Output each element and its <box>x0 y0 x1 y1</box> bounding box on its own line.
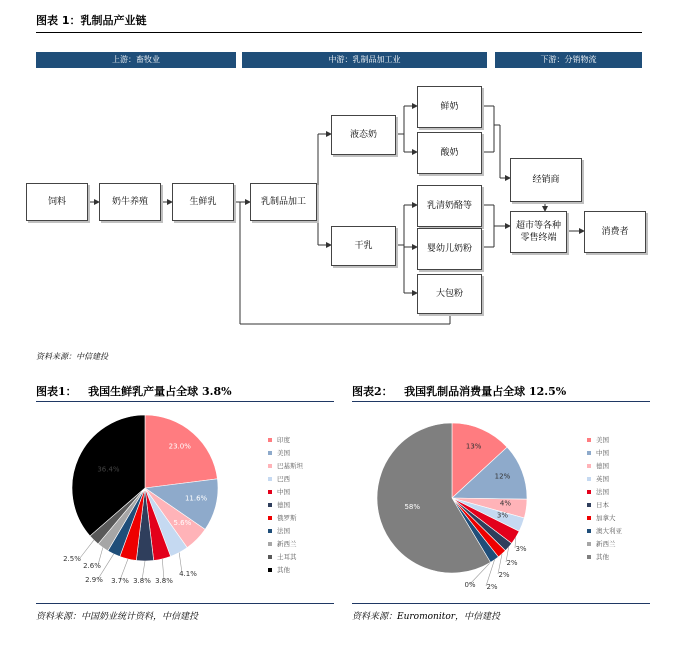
pie2-legend-item <box>587 498 622 511</box>
pie1-slice-0 <box>145 415 217 488</box>
figure3-top-rule <box>352 401 650 402</box>
pie1-label-10: 36.4% <box>97 465 120 474</box>
pie1-legend-label: 巴基斯坦 <box>277 462 303 470</box>
pie1-legend-label: 新西兰 <box>277 540 297 548</box>
pie2-legend-label: 美国 <box>596 436 609 444</box>
node-retail-line1: 超市等各种 <box>515 221 561 231</box>
pie1-label-8: 2.6% <box>83 562 101 570</box>
pie1-legend-swatch <box>268 516 272 520</box>
pie2-legend-item <box>587 524 622 537</box>
node-dry-milk: 干乳 <box>331 226 396 266</box>
node-yogurt: 酸奶 <box>417 132 482 174</box>
pie1-label-4: 3.8% <box>155 577 173 585</box>
pie1-legend-label: 法国 <box>277 527 290 535</box>
pie2-legend-swatch <box>587 503 591 507</box>
pie2-legend-label: 新西兰 <box>596 540 616 548</box>
figure1-title: 图表 1：乳制品产业链 <box>36 14 147 27</box>
pie1-legend-swatch <box>268 529 272 533</box>
pie1-legend-item <box>268 498 303 511</box>
pie1-legend-label: 印度 <box>277 436 290 444</box>
pie1-legend-item <box>268 524 303 537</box>
pie2-legend-label: 澳大利亚 <box>596 527 622 535</box>
pie2-label-9: 58% <box>404 502 421 511</box>
pie1-legend-swatch <box>268 490 272 494</box>
figure2-title-text: 我国生鲜乳产量占全球 3.8% <box>88 385 232 398</box>
pie1-legend-label: 土耳其 <box>277 553 297 561</box>
pie2-legend-item <box>587 433 622 446</box>
pie1-legend-item <box>268 433 303 446</box>
node-dairy-processing: 乳制品加工 <box>250 183 317 221</box>
figure2-title-label: 图表1： <box>36 385 77 398</box>
pie1-legend-label: 其他 <box>277 566 290 574</box>
pie1-legend-label: 中国 <box>277 488 290 496</box>
pie1-legend-item <box>268 459 303 472</box>
pie1-legend-swatch <box>268 542 272 546</box>
pie2-legend-swatch <box>587 438 591 442</box>
pie1-legend-swatch <box>268 451 272 455</box>
pie2-legend <box>587 433 622 563</box>
node-raw-milk: 生鲜乳 <box>172 183 234 221</box>
pie2-label-3: 3% <box>496 511 508 520</box>
pie2-label-2: 4% <box>499 499 512 508</box>
pie2-legend-label: 德国 <box>596 462 609 470</box>
pie2-legend-swatch <box>587 477 591 481</box>
pie2-legend-swatch <box>587 542 591 546</box>
pie2-legend-swatch <box>587 529 591 533</box>
pie2-legend-item <box>587 472 622 485</box>
pie1-legend-item <box>268 537 303 550</box>
pie1-label-5: 3.8% <box>133 577 151 585</box>
node-whey-cheese: 乳清奶酪等 <box>417 185 482 227</box>
pie2-label-8: 0% <box>464 581 476 589</box>
figure2-bottom-rule <box>36 603 334 604</box>
pie1-legend <box>268 433 303 576</box>
pie1-label-7: 2.9% <box>85 576 103 584</box>
pie2-legend-label: 中国 <box>596 449 609 457</box>
pie1-label-2: 5.6% <box>173 518 192 527</box>
node-fresh-milk: 鲜奶 <box>417 86 482 128</box>
pie2-legend-item <box>587 537 622 550</box>
pie2-label-7: 2% <box>486 583 498 591</box>
pie1-label-6: 3.7% <box>111 577 129 585</box>
pie1-legend-swatch <box>268 503 272 507</box>
node-retail-line2: 零售终端 <box>520 233 557 243</box>
pie2-legend-label: 其他 <box>596 553 609 561</box>
pie2-legend-swatch <box>587 490 591 494</box>
pie1-legend-label: 德国 <box>277 501 290 509</box>
pie1-legend-swatch <box>268 438 272 442</box>
pie2-legend-label: 法国 <box>596 488 609 496</box>
pie1-legend-swatch <box>268 477 272 481</box>
stage-upstream: 上游：畜牧业 <box>36 52 236 68</box>
pie1-legend-item <box>268 472 303 485</box>
pie1-label-9: 2.5% <box>63 555 81 563</box>
pie1-legend-label: 巴西 <box>277 475 290 483</box>
pie2-label-0: 13% <box>465 442 482 451</box>
pie2-legend-item <box>587 550 622 563</box>
pie2-legend-item <box>587 511 622 524</box>
pie2-legend-item <box>587 446 622 459</box>
pie1-label-3: 4.1% <box>179 570 197 578</box>
pie2-legend-item <box>587 459 622 472</box>
pie1-legend-item <box>268 485 303 498</box>
node-liquid-milk: 液态奶 <box>331 115 396 155</box>
milk-production-pie <box>36 405 276 600</box>
pie2-legend-swatch <box>587 464 591 468</box>
pie1-legend-label: 美国 <box>277 449 290 457</box>
pie1-legend-label: 俄罗斯 <box>277 514 297 522</box>
figure1-source: 资料来源：中信建投 <box>36 352 108 361</box>
node-bulk-powder: 大包粉 <box>417 274 482 314</box>
pie2-legend-label: 加拿大 <box>596 514 616 522</box>
node-feed: 饲料 <box>26 183 88 221</box>
figure2-top-rule <box>36 401 334 402</box>
pie1-legend-swatch <box>268 568 272 572</box>
pie1-legend-item <box>268 511 303 524</box>
node-dairy-farming: 奶牛养殖 <box>99 183 161 221</box>
figure3-title-label: 图表2： <box>352 385 393 398</box>
pie1-legend-item <box>268 563 303 576</box>
pie1-legend-swatch <box>268 555 272 559</box>
stage-midstream: 中游：乳制品加工业 <box>242 52 487 68</box>
pie2-label-5: 2% <box>506 559 518 567</box>
pie2-legend-item <box>587 485 622 498</box>
figure2-title <box>36 383 232 399</box>
figure3-title <box>352 383 566 399</box>
figure3-title-text: 我国乳制品消费量占全球 12.5% <box>404 385 567 398</box>
pie2-legend-swatch <box>587 451 591 455</box>
pie2-legend-label: 日本 <box>596 501 609 509</box>
pie2-label-4: 3% <box>515 545 527 553</box>
pie2-label-6: 2% <box>498 571 510 579</box>
pie2-legend-swatch <box>587 516 591 520</box>
pie1-legend-item <box>268 446 303 459</box>
node-consumer: 消费者 <box>584 211 646 253</box>
figure3-source: 资料来源：Euromonitor，中信建投 <box>352 612 501 622</box>
node-infant-formula: 婴幼儿奶粉 <box>417 228 482 270</box>
pie1-label-1: 11.6% <box>184 494 208 503</box>
pie2-legend-label: 英国 <box>596 475 609 483</box>
figure3-bottom-rule <box>352 603 650 604</box>
pie1-label-0: 23.0% <box>168 442 191 451</box>
pie2-legend-swatch <box>587 555 591 559</box>
pie1-legend-item <box>268 550 303 563</box>
figure2-source: 资料来源：中国奶业统计资料，中信建投 <box>36 612 199 622</box>
pie1-leader-9 <box>80 540 94 558</box>
pie1-legend-swatch <box>268 464 272 468</box>
node-distributor: 经销商 <box>510 158 582 202</box>
stage-downstream: 下游：分销物流 <box>495 52 642 68</box>
node-retail <box>510 211 567 253</box>
pie2-label-1: 12% <box>494 472 511 481</box>
dairy-consumption-pie <box>352 405 592 600</box>
